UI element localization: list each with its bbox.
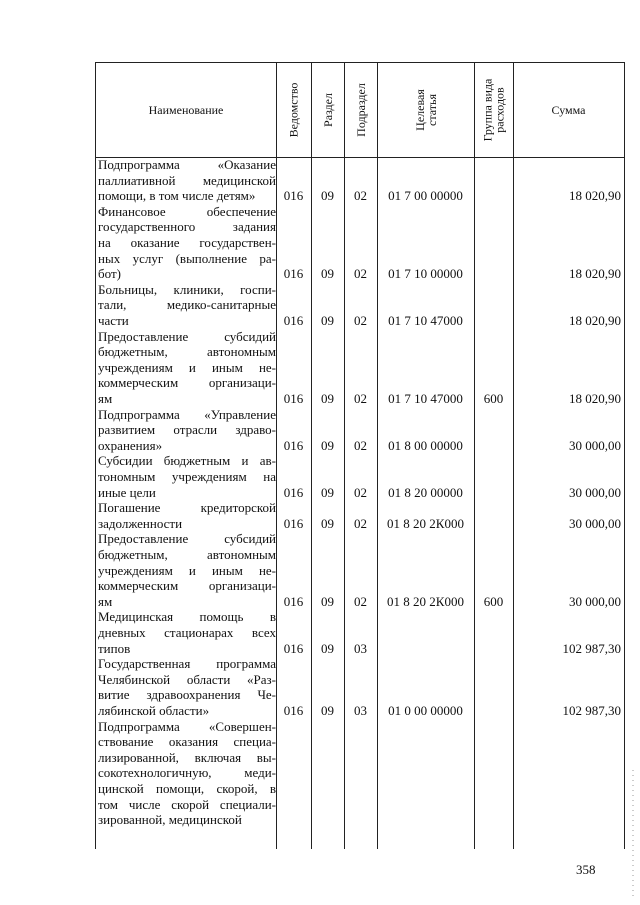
header-celevaya	[377, 63, 474, 157]
row-podrazdel: 02	[354, 593, 367, 609]
row-name-line: том числе скорой специали-	[98, 796, 276, 812]
row-name-line: лябинской области»	[98, 702, 210, 718]
row-name-line: задолженности	[98, 515, 183, 531]
row-name-line: учреждениям и иным не-	[98, 359, 276, 375]
row-name-line: Предоставление субсидий	[98, 531, 276, 547]
row-name-line: Медицинская помощь в	[98, 609, 276, 625]
row-name-line: Государственная программа	[98, 656, 276, 672]
row-name-line: тали, медико-санитарные	[98, 297, 276, 313]
header-celevaya-line1: Целевая	[412, 89, 427, 131]
row-vedomstvo: 016	[283, 390, 304, 406]
row-razdel: 09	[321, 188, 334, 204]
row-celevaya: 01 7 00 00000	[388, 188, 463, 204]
row-name	[98, 453, 276, 500]
row-name-line: Подпрограмма «Оказание	[98, 157, 276, 172]
row-razdel: 09	[321, 312, 334, 328]
row-summa: 30 000,00	[569, 484, 621, 500]
row-razdel: 09	[321, 640, 334, 656]
row-name-line: Челябинской области «Раз-	[98, 671, 276, 687]
row-name-line: иные цели	[98, 484, 156, 500]
row-name-line: лизированной, включая вы-	[98, 749, 276, 765]
header-celevaya-line2: статья	[424, 94, 439, 126]
row-name	[98, 531, 276, 609]
header-razdel-label: Раздел	[320, 93, 335, 127]
table-row	[96, 609, 624, 656]
row-name-line: витие здравоохранения Че-	[98, 687, 276, 703]
row-name-line: ям	[98, 390, 113, 406]
row-podrazdel: 02	[354, 390, 367, 406]
row-name-line: типов	[98, 640, 131, 656]
header-razdel	[311, 63, 344, 157]
header-gruppa-line2: расходов	[492, 87, 507, 133]
row-podrazdel: 02	[354, 484, 367, 500]
row-name-line: Погашение кредиторской	[98, 500, 276, 516]
row-summa: 18 020,90	[569, 266, 621, 282]
row-name	[98, 282, 276, 329]
row-vedomstvo: 016	[283, 640, 304, 656]
row-name-line: учреждениям и иным не-	[98, 562, 276, 578]
row-summa: 18 020,90	[569, 390, 621, 406]
row-summa: 18 020,90	[569, 312, 621, 328]
table-row	[96, 453, 624, 500]
row-vedomstvo: 016	[283, 702, 304, 718]
row-celevaya: 01 8 20 00000	[388, 484, 463, 500]
row-name	[98, 204, 276, 282]
table-row	[96, 282, 624, 329]
row-razdel: 09	[321, 515, 334, 531]
row-name-line: Больницы, клиники, госпи-	[98, 281, 276, 297]
row-name-line: тономным учреждениям на	[98, 468, 276, 484]
table-row	[96, 719, 624, 828]
row-name	[98, 719, 276, 828]
row-name-line: охранения»	[98, 437, 163, 453]
header-name	[96, 63, 276, 157]
row-podrazdel: 02	[354, 515, 367, 531]
row-name	[98, 609, 276, 656]
row-podrazdel: 02	[354, 266, 367, 282]
row-podrazdel: 02	[354, 437, 367, 453]
row-vedomstvo: 016	[283, 593, 304, 609]
row-summa: 30 000,00	[569, 593, 621, 609]
row-name-line: ствование оказания специа-	[98, 734, 276, 750]
row-name-line: Финансовое обеспечение	[98, 203, 276, 219]
row-name-line: ям	[98, 593, 113, 609]
row-name-line: развитием отрасли здраво-	[98, 422, 276, 438]
row-name-line: коммерческим организаци-	[98, 578, 276, 594]
header-summa	[513, 63, 624, 157]
row-name-line: бюджетным, автономным	[98, 344, 276, 360]
row-celevaya: 01 7 10 47000	[388, 390, 463, 406]
page-number: 358	[576, 862, 596, 877]
table-row	[96, 500, 624, 531]
row-name-line: коммерческим организаци-	[98, 375, 276, 391]
header-vedomstvo	[276, 63, 311, 157]
row-name	[98, 407, 276, 454]
row-summa: 18 020,90	[569, 188, 621, 204]
row-summa: 102 987,30	[562, 640, 621, 656]
row-summa: 30 000,00	[569, 515, 621, 531]
budget-table	[95, 62, 625, 849]
row-name-line: Предоставление субсидий	[98, 328, 276, 344]
row-vedomstvo: 016	[283, 266, 304, 282]
header-gruppa	[474, 63, 513, 157]
row-name-line: части	[98, 312, 129, 328]
row-razdel: 09	[321, 390, 334, 406]
row-name-line: сокотехнологичную, меди-	[98, 765, 276, 781]
row-name-line: Субсидии бюджетным и ав-	[98, 453, 276, 469]
header-vedomstvo-label: Ведомство	[286, 82, 301, 138]
row-razdel: 09	[321, 266, 334, 282]
row-gruppa: 600	[483, 593, 504, 609]
row-name	[98, 500, 276, 531]
row-name-line: паллиативной медицинской	[98, 172, 276, 188]
row-vedomstvo: 016	[283, 515, 304, 531]
row-name	[98, 329, 276, 407]
row-razdel: 09	[321, 484, 334, 500]
header-name-label: Наименование	[148, 102, 224, 117]
row-name-line: цинской помощи, скорой, в	[98, 780, 276, 796]
row-name-line: дневных стационарах всех	[98, 624, 276, 640]
row-vedomstvo: 016	[283, 484, 304, 500]
row-name-line: Подпрограмма «Совершен-	[98, 718, 276, 734]
row-summa: 102 987,30	[562, 702, 621, 718]
row-name-line: бюджетным, автономным	[98, 546, 276, 562]
row-gruppa: 600	[483, 390, 504, 406]
header-podrazdel-label: Подраздел	[353, 83, 368, 137]
table-row	[96, 204, 624, 282]
table-row	[96, 656, 624, 718]
header-gruppa-label	[482, 79, 506, 142]
row-name-line: государственного задания	[98, 219, 276, 235]
row-summa: 30 000,00	[569, 437, 621, 453]
row-celevaya: 01 8 20 2К000	[387, 515, 464, 531]
row-name	[98, 157, 276, 204]
row-name-line: бот)	[98, 266, 121, 282]
scan-margin-marks	[632, 770, 634, 900]
row-podrazdel: 03	[354, 640, 367, 656]
header-gruppa-line1: Группа вида	[480, 78, 495, 142]
row-podrazdel: 03	[354, 702, 367, 718]
row-razdel: 09	[321, 593, 334, 609]
row-celevaya: 01 0 00 00000	[388, 702, 463, 718]
row-vedomstvo: 016	[283, 188, 304, 204]
table-row	[96, 407, 624, 454]
row-celevaya: 01 7 10 00000	[388, 266, 463, 282]
row-celevaya: 01 7 10 47000	[388, 312, 463, 328]
header-summa-label: Сумма	[551, 102, 586, 117]
row-razdel: 09	[321, 702, 334, 718]
row-name-line: ных услуг (выполнение ра-	[98, 250, 276, 266]
table-row	[96, 157, 624, 204]
row-vedomstvo: 016	[283, 437, 304, 453]
row-razdel: 09	[321, 437, 334, 453]
table-row	[96, 531, 624, 609]
row-podrazdel: 02	[354, 188, 367, 204]
row-name	[98, 656, 276, 718]
table-header	[96, 63, 624, 158]
header-celevaya-label	[413, 89, 437, 131]
row-name-line: Подпрограмма «Управление	[98, 406, 276, 422]
row-vedomstvo: 016	[283, 312, 304, 328]
row-name-line: помощи, в том числе детям»	[98, 188, 256, 204]
row-name-line: зированной, медицинской	[98, 812, 242, 828]
row-celevaya: 01 8 00 00000	[388, 437, 463, 453]
table-row	[96, 329, 624, 407]
row-name-line: на оказание государствен-	[98, 234, 276, 250]
header-podrazdel	[344, 63, 377, 157]
row-podrazdel: 02	[354, 312, 367, 328]
row-celevaya: 01 8 20 2К000	[387, 593, 464, 609]
